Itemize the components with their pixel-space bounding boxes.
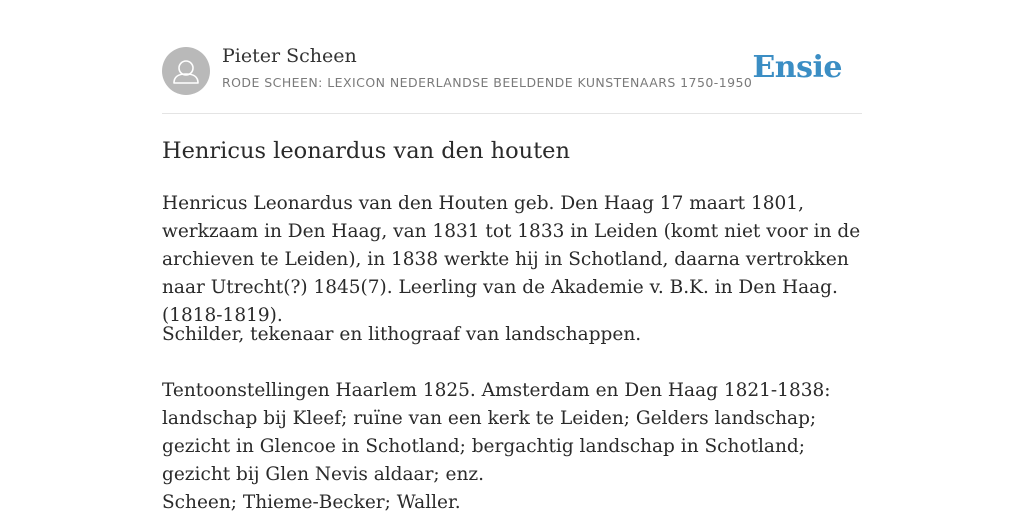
author-name[interactable]: Pieter Scheen <box>222 45 357 67</box>
user-icon <box>162 47 210 95</box>
entry-paragraph-sources: Scheen; Thieme-Becker; Waller. <box>162 492 461 513</box>
entry-paragraph-biography: Henricus Leonardus van den Houten geb. Den Haag 17 maart 1801, werkzaam in Den Haag, van 1831 tot 1833 in Leiden (komt niet voor in de archieven te Leiden), in 1838 werkte hij in Schotland, daarna vertrokken naar Utrecht(?) 1845(7). Leerling van de Akademie v. B.K. in Den Haag. (1818-1819). <box>162 193 861 326</box>
entry-header <box>162 0 862 114</box>
entry-paragraph-exhibitions: Tentoonstellingen Haarlem 1825. Amsterdam en Den Haag 1821-1838: landschap bij Kleef; ruïne van een kerk te Leiden; Gelders landschap; gezicht in Glencoe in Schotland; bergachtig landschap in Schotland; gezicht bij Glen Nevis aldaar; enz. <box>162 380 831 485</box>
entry-title: Henricus leonardus van den houten <box>162 138 570 164</box>
author-avatar[interactable] <box>162 47 210 95</box>
page-container <box>162 0 862 513</box>
entry-paragraph-profession: Schilder, tekenaar en lithograaf van landschappen. <box>162 324 642 345</box>
ensie-logo[interactable]: Ensie <box>752 50 842 85</box>
source-title[interactable]: RODE SCHEEN: LEXICON NEDERLANDSE BEELDENDE KUNSTENAARS 1750-1950 <box>222 75 753 90</box>
